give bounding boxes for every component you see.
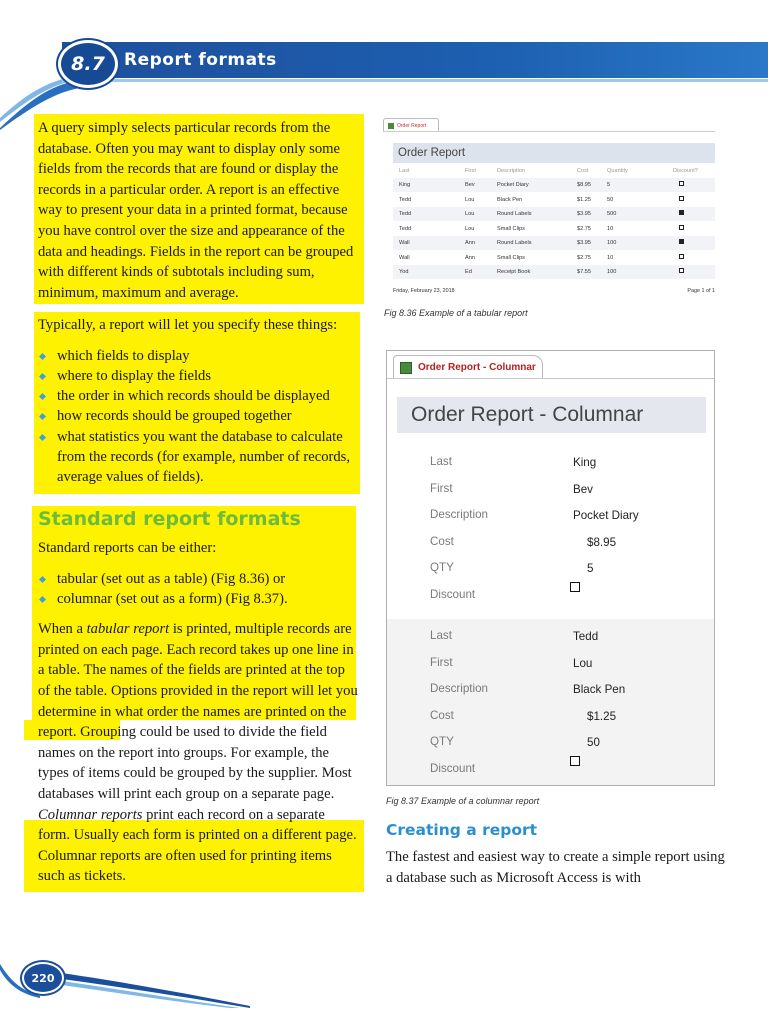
report-record (387, 619, 714, 786)
discount-checkbox (570, 756, 580, 766)
intro-paragraph: A query simply selects particular records from the database. Often you may want to display only some fields from the records that are found or display the records in a particular order. A report is an effective way to present your data in a printed format, because you have control over the size and appearance of the data and headings. Fields in the report can be grouped with different kinds of subtotals including sum, minimum, maximum and average. (38, 120, 354, 301)
field-label: QTY (430, 735, 454, 748)
table-cell: $2.75 (577, 225, 591, 232)
table-row (393, 236, 715, 250)
field-label: Discount (430, 587, 476, 601)
field-value: 50 (587, 736, 600, 749)
discount-checkbox (679, 196, 684, 201)
table-row (393, 265, 715, 279)
table-cell: $1.25 (577, 196, 591, 203)
discount-checkbox (679, 239, 684, 244)
table-cell: Small Clips (497, 254, 525, 261)
report-tab: Order Report - Columnar (393, 355, 543, 379)
table-cell: 50 (607, 196, 614, 203)
list-item: tabular (set out as a table) (Fig 8.36) or (38, 569, 360, 589)
report-footer (393, 288, 715, 294)
table-cell: King (399, 182, 411, 188)
list-item: columnar (set out as a form) (Fig 8.37). (38, 589, 360, 609)
table-cell: Pocket Diary (497, 182, 529, 188)
table-cell: Round Labels (497, 240, 532, 246)
table-cell: $7.55 (577, 269, 591, 275)
specify-section (38, 315, 360, 488)
table-cell: 500 (607, 211, 617, 217)
page-number: 220 (22, 962, 64, 994)
table-cell: $3.95 (577, 211, 591, 217)
table-cell: Lou (465, 196, 475, 203)
list-item: the order in which records should be displayed (38, 386, 360, 406)
bullet-icon (39, 393, 46, 400)
creating-heading: Creating a report (386, 821, 538, 839)
columnar-report-image (386, 350, 715, 786)
table-cell: Bev (465, 182, 475, 188)
table-cell: $2.75 (577, 254, 591, 261)
table-cell: 100 (607, 240, 617, 246)
field-value: Lou (573, 656, 593, 670)
field-label: First (430, 655, 453, 669)
table-cell: Ed (465, 269, 472, 275)
table-cell: Tedd (399, 196, 412, 203)
table-cell: $8.95 (577, 182, 591, 188)
field-value: $8.95 (587, 535, 617, 549)
table-cell: Wall (399, 240, 410, 246)
table-cell: Tedd (399, 225, 412, 232)
table-cell: Wall (399, 254, 410, 261)
field-value: Tedd (573, 630, 599, 643)
discount-checkbox (679, 268, 684, 273)
list-item: which fields to display (38, 346, 360, 366)
discount-checkbox (679, 210, 684, 215)
bullet-icon (39, 576, 46, 583)
report-page: Page 1 of 1 (687, 288, 715, 294)
report-title: Order Report (393, 143, 715, 163)
discount-checkbox (679, 181, 684, 186)
table-cell: Ann (465, 240, 475, 246)
table-header-row (393, 164, 715, 178)
column-header: Discount? (673, 168, 698, 174)
fig-caption-tabular: Fig 8.36 Example of a tabular report (384, 308, 528, 318)
bullet-icon (39, 373, 46, 380)
bullet-icon (39, 434, 46, 441)
bullet-icon (39, 413, 46, 420)
table-cell: Ann (465, 254, 475, 261)
list-item: how records should be grouped together (38, 406, 360, 426)
table-cell: $3.95 (577, 240, 591, 246)
field-label: Cost (430, 708, 454, 722)
discount-checkbox (679, 225, 684, 230)
bullet-icon (39, 353, 46, 360)
specify-list (38, 346, 360, 488)
column-header: Description (497, 168, 525, 174)
table-cell: Receipt Book (497, 269, 531, 275)
field-label: Discount (430, 761, 476, 775)
field-label: Description (430, 682, 488, 695)
table-cell: Lou (465, 225, 475, 232)
discount-checkbox (679, 254, 684, 259)
standard-heading: Standard report formats (38, 508, 301, 530)
report-record (387, 445, 714, 621)
field-value: King (573, 456, 597, 469)
standard-section (38, 538, 360, 887)
field-label: Last (430, 455, 452, 468)
report-tab: Order Report (383, 118, 439, 132)
field-value: Pocket Diary (573, 509, 639, 522)
table-row (393, 251, 715, 265)
table-cell: Black Pen (497, 196, 523, 203)
field-label: Last (430, 629, 452, 642)
table-cell: 10 (607, 225, 614, 232)
section-title: Report formats (124, 50, 277, 70)
tabular-report-image (383, 118, 715, 302)
table-cell: Lou (465, 211, 475, 217)
column-header: Cost (577, 168, 589, 174)
field-label: First (430, 481, 453, 495)
table-cell: Tedd (399, 211, 412, 217)
report-icon (400, 362, 412, 374)
column-header: Last (399, 168, 410, 174)
table-cell: 100 (607, 269, 617, 275)
section-number: 8.7 (58, 40, 118, 88)
report-icon (388, 123, 394, 129)
creating-text: The fastest and easiest way to create a simple report using a database such as Microsoft Access is with (386, 849, 725, 886)
field-value: Black Pen (573, 683, 626, 696)
table-cell: Round Labels (497, 211, 532, 217)
field-label: Cost (430, 534, 454, 548)
field-value: Bev (573, 482, 593, 496)
discount-checkbox (570, 582, 580, 592)
report-title: Order Report - Columnar (397, 397, 706, 433)
standard-list (38, 569, 360, 610)
report-date: Friday, February 23, 2018 (393, 288, 455, 294)
column-header: First (465, 168, 476, 174)
tabular-description: When a tabular report is printed, multiple records are printed on each page. Each record takes up one line in a table. The names of the fields are printed at the top of the table. Options provided in the report will let you determine in what order the names are printed on the report. Grouping could be used to divide the field names on the report into groups. For example, the types of items could be grouped by the supplier. Most databases will print each group on a separate page. Columnar reports print each record on a separate form. Usually each form is printed on a different page. Columnar reports are often used for printing items such as tickets. (38, 621, 358, 885)
table-row (393, 222, 715, 236)
table-cell: Yod (399, 269, 409, 275)
list-item: where to display the fields (38, 366, 360, 386)
table-row (393, 193, 715, 207)
list-item: what statistics you want the database to calculate from the records (for example, number of records, average values of fields). (38, 427, 360, 488)
table-cell: 10 (607, 254, 614, 261)
table-row (393, 178, 715, 192)
fig-caption-columnar: Fig 8.37 Example of a columnar report (386, 796, 540, 806)
standard-lead: Standard reports can be either: (38, 540, 217, 556)
bullet-icon (39, 596, 46, 603)
field-label: Description (430, 508, 488, 521)
field-label: QTY (430, 561, 454, 574)
field-value: $1.25 (587, 709, 617, 723)
table-row (393, 207, 715, 221)
table-cell: Small Clips (497, 225, 525, 232)
specify-lead: Typically, a report will let you specify these things: (38, 317, 338, 333)
field-value: 5 (587, 562, 594, 575)
table-cell: 5 (607, 182, 611, 188)
column-header: Quantity (607, 168, 628, 174)
